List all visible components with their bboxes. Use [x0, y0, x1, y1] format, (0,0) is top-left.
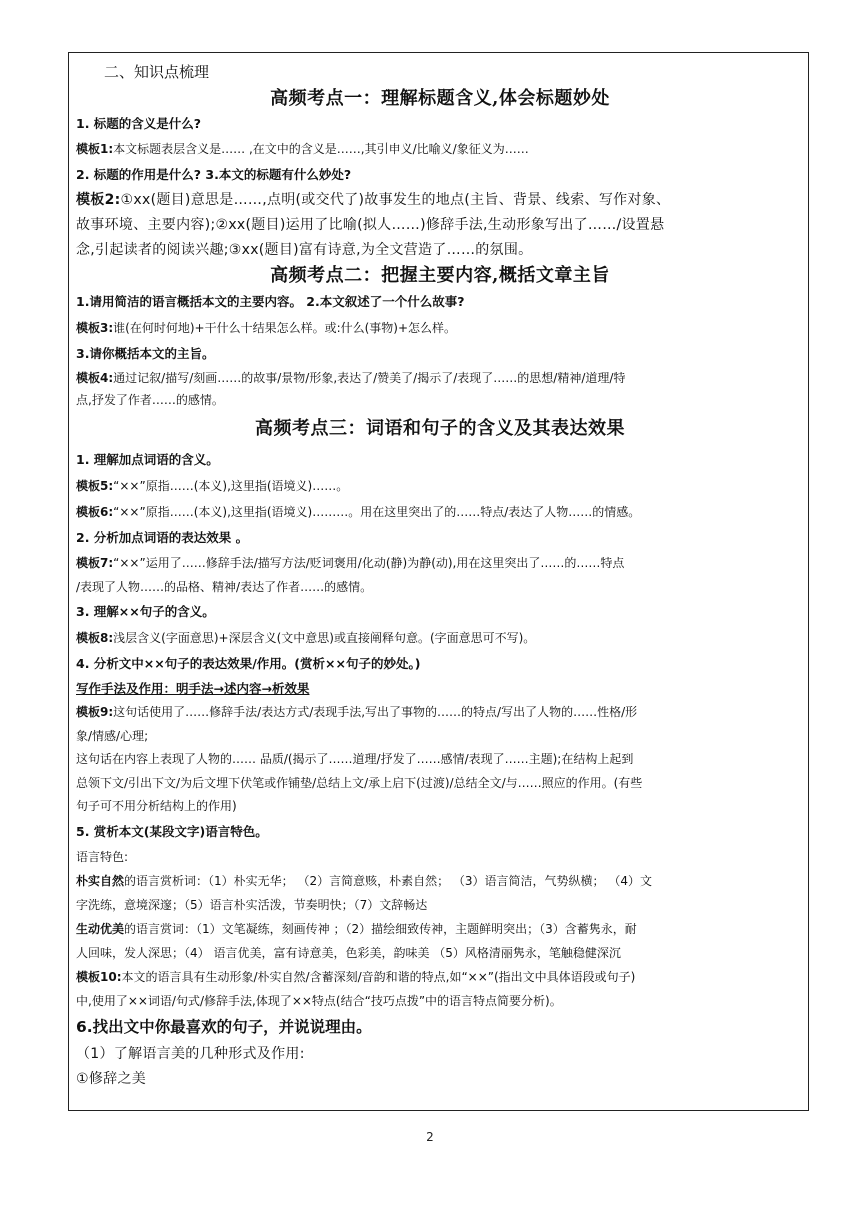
vivid-style-words: [76, 917, 804, 965]
question-8: 4. 分析文中××句子的表达效果/作用。(赏析××句子的妙处。): [76, 656, 421, 671]
template-2-line-1: [76, 188, 804, 213]
template-10: [76, 965, 804, 1013]
template-3-label: 模板3:: [76, 321, 114, 335]
template-4-label: 模板4:: [76, 371, 114, 385]
template-2-label: 模板2:: [76, 192, 121, 208]
template-10-label: 模板10:: [76, 969, 122, 984]
template-10-line-2: 中,使用了××词语/句式/修辞手法,体现了××特点(结合“技巧点拨”中的语言特点简要分析)。: [76, 993, 562, 1008]
template-9-line-1: [76, 701, 804, 725]
template-5-label: 模板5:: [76, 479, 114, 493]
template-2-text-1: ①xx(题目)意思是……,点明(或交代了)故事发生的地点(主旨、背景、线索、写作对象、: [120, 192, 671, 208]
question-7: 3. 理解××句子的含义。: [76, 604, 215, 619]
plain-style-line-2: 字洗练，意境深邃；（5）语言朴实活泼，节奏明快；（7）文辞畅达: [76, 897, 428, 912]
heading-topic-1: 高频考点一：理解标题含义,体会标题妙处: [270, 88, 610, 109]
document-content: [76, 58, 804, 1091]
plain-style-words: [76, 869, 804, 917]
question-3: 1.请用简洁的语言概括本文的主要内容。 2.本文叙述了一个什么故事?: [76, 294, 465, 309]
template-5: [76, 473, 804, 499]
template-7: [76, 551, 804, 599]
page-number: 2: [426, 1130, 434, 1144]
template-9: [76, 701, 804, 819]
template-2-line-2: 故事环境、主要内容);②xx(题目)运用了比喻(拟人……)修辞手法,生动形象写出了……/设置悬: [76, 217, 665, 233]
template-1-text: 本文标题表层含义是…… ,在文中的含义是……,其引申义/比喻义/象征义为……: [113, 142, 529, 156]
writing-method-note: 写作手法及作用：明手法→述内容→析效果: [76, 681, 310, 696]
question-9: 5. 赏析本文(某段文字)语言特色。: [76, 823, 268, 839]
question-2: 2. 标题的作用是什么? 3.本文的标题有什么妙处?: [76, 167, 352, 182]
plain-style-line-1: [76, 869, 804, 893]
template-9-line-2: 象/情感/心理;: [76, 728, 149, 743]
template-5-text: “××”原指……(本义),这里指(语境义)……。: [113, 479, 349, 493]
template-9-text-1: 这句话使用了……修辞手法/表达方式/表现手法,写出了事物的……的特点/写出了人物的……性格/形: [113, 705, 638, 719]
template-9-line-4: 总领下文/引出下文/为后文埋下伏笔或作铺垫/总结上文/承上启下(过渡)/总结全文/与……照应的作用。(有些: [76, 775, 643, 790]
template-6-text: “××”原指……(本义),这里指(语境义)………。用在这里突出了的……特点/表达了人物……的情感。: [113, 505, 641, 519]
vivid-style-label: 生动优美: [76, 921, 125, 936]
template-1-label: 模板1:: [76, 142, 114, 156]
section-title: 二、知识点梳理: [104, 63, 210, 81]
template-3: [76, 315, 804, 341]
question-5: 1. 理解加点词语的含义。: [76, 452, 219, 467]
template-2: [76, 188, 804, 263]
template-1: [76, 136, 804, 162]
template-8-label: 模板8:: [76, 631, 114, 645]
template-9-line-3: 这句话在内容上表现了人物的…… 品质/(揭示了……道理/抒发了……感情/表现了……主题);在结构上起到: [76, 752, 634, 766]
question-4: 3.请你概括本文的主旨。: [76, 346, 215, 361]
template-3-text: 谁(在何时何地)+干什么十结果怎么样。或:什么(事物)+怎么样。: [113, 321, 457, 335]
subsection-1: （1）了解语言美的几种形式及作用:: [76, 1045, 305, 1062]
template-8: [76, 625, 804, 651]
template-10-line-1: [76, 965, 804, 989]
template-9-line-5: 句子可不用分析结构上的作用): [76, 799, 237, 813]
question-6: 2. 分析加点词语的表达效果 。: [76, 530, 249, 545]
language-feature-label: 语言特色:: [76, 849, 129, 864]
template-4-line-1: [76, 367, 804, 389]
template-10-text-1: 本文的语言具有生动形象/朴实自然/含蓄深刻/音韵和谐的特点,如“××”(指出文中具体语段或句子): [121, 969, 636, 984]
vivid-style-line-1: [76, 917, 804, 941]
template-6: [76, 499, 804, 525]
template-7-label: 模板7:: [76, 556, 114, 570]
template-4-text-1: 通过记叙/描写/刻画……的故事/景物/形象,表达了/赞美了/揭示了/表现了……的思想/精神/道理/特: [113, 371, 626, 385]
template-8-text: 浅层含义(字面意思)+深层含义(文中意思)或直接阐释句意。(字面意思可不写)。: [113, 631, 536, 645]
question-1: 1. 标题的含义是什么?: [76, 116, 202, 131]
template-4-line-2: 点,抒发了作者……的感情。: [76, 393, 224, 407]
heading-topic-2: 高频考点二：把握主要内容,概括文章主旨: [270, 265, 610, 286]
template-4: [76, 367, 804, 411]
template-6-label: 模板6:: [76, 505, 114, 519]
template-7-text-1: “××”运用了……修辞手法/描写方法/贬词褒用/化动(静)为静(动),用在这里突出了……的……特点: [113, 556, 625, 570]
plain-style-label: 朴实自然: [76, 873, 125, 888]
vivid-style-text-1: 的语言赏词：（1）文笔凝练，刻画传神 ；（2）描绘细致传神，主题鲜明突出；（3）含蓄隽永，耐: [124, 921, 637, 936]
plain-style-text-1: 的语言赏析词：（1）朴实无华； （2）言简意赅，朴素自然； （3）语言简洁，气势纵横； （4）文: [124, 873, 653, 888]
template-7-line-1: [76, 551, 804, 575]
subsection-2: ①修辞之美: [76, 1070, 147, 1087]
heading-topic-3: 高频考点三：词语和句子的含义及其表达效果: [255, 418, 625, 439]
template-7-line-2: /表现了人物……的品格、精神/表达了作者……的感情。: [76, 580, 373, 594]
vivid-style-line-2: 人回味，发人深思；（4） 语言优美，富有诗意美，色彩美，韵味美 （5）风格清丽隽永，笔触稳健深沉: [76, 945, 621, 960]
template-2-line-3: 念,引起读者的阅读兴趣;③xx(题目)富有诗意,为全文营造了……的氛围。: [76, 242, 533, 258]
template-9-label: 模板9:: [76, 705, 114, 719]
question-10: 6.找出文中你最喜欢的句子，并说说理由。: [76, 1017, 372, 1036]
